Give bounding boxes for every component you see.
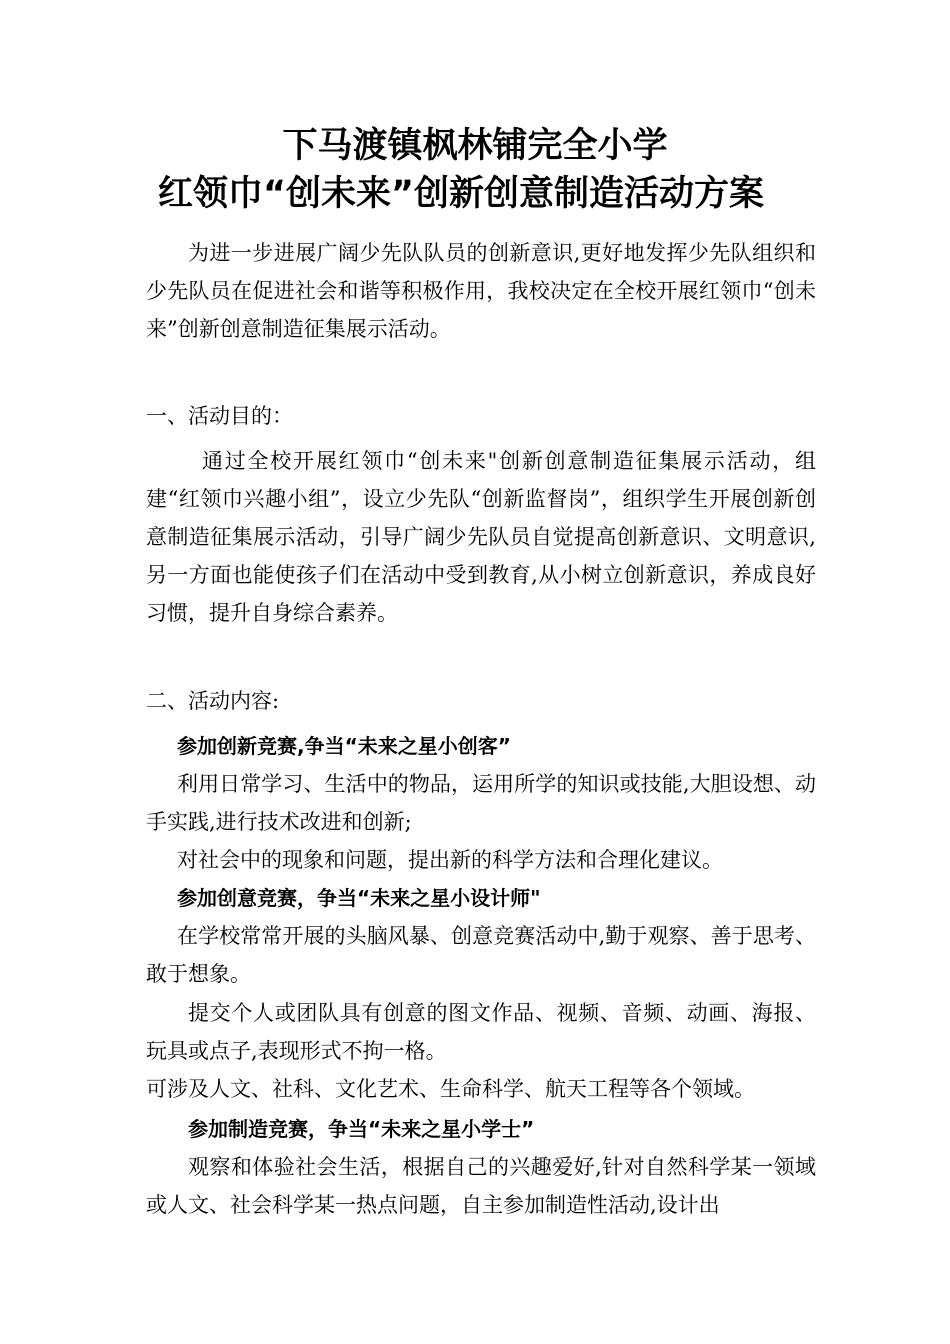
section2-heading: 二、活动内容: xyxy=(146,689,280,713)
intro-paragraph: 为进一步进展广阔少先队队员的创新意识,更好地发挥少先队组织和少先队员在促进社会和谐等积极作用，我校决定在全校开展红领巾“创未来”创新创意制造征集展示活动。 xyxy=(146,241,816,341)
section1-heading: 一、活动目的： xyxy=(146,404,293,428)
subsection1-paragraph1: 利用日常学习、生活中的物品，运用所学的知识或技能,大胆设想、动手实践,进行技术改进和创新; xyxy=(146,772,816,834)
subsection1-heading: 参加创新竞赛,争当“未来之星小创客” xyxy=(177,734,511,758)
section1-paragraph: 通过全校开展红领巾“创未来"创新创意制造征集展示活动，组建“红领巾兴趣小组”，设立少先队“创新监督岗”，组织学生开展创新创意制造征集展示活动，引导广阔少先队员自觉提高创新意识、文明意识,另一方面也能使孩子们在活动中受到教育,从小树立创新意识，养成良好习惯，提升自身综合素养。 xyxy=(146,449,816,625)
subsection3-heading: 参加制造竞赛，争当“未来之星小学士” xyxy=(188,1117,535,1141)
subsection1-paragraph2: 对社会中的现象和问题，提出新的科学方法和合理化建议。 xyxy=(177,848,723,872)
document-title-line1: 下马渡镇枫林铺完全小学 xyxy=(282,126,668,166)
subsection3-paragraph1: 观察和体验社会生活，根据自己的兴趣爱好,针对自然科学某一领域或人文、社会科学某一热点问题，自主参加制造性活动,设计出 xyxy=(146,1155,816,1217)
subsection2-paragraph1: 在学校常常开展的头脑风暴、创意竞赛活动中,勤于观察、善于思考、敢于想象。 xyxy=(146,924,816,986)
subsection2-paragraph2: 提交个人或团队具有创意的图文作品、视频、音频、动画、海报、玩具或点子,表现形式不拘一格。 xyxy=(146,1001,816,1063)
subsection2-paragraph3: 可涉及人文、社科、文化艺术、生命科学、航天工程等各个领域。 xyxy=(146,1077,755,1101)
subsection2-heading: 参加创意竞赛，争当“未来之星小设计师" xyxy=(177,886,541,910)
document-title-line2: 红领巾“创未来”创新创意制造活动方案 xyxy=(157,174,764,214)
